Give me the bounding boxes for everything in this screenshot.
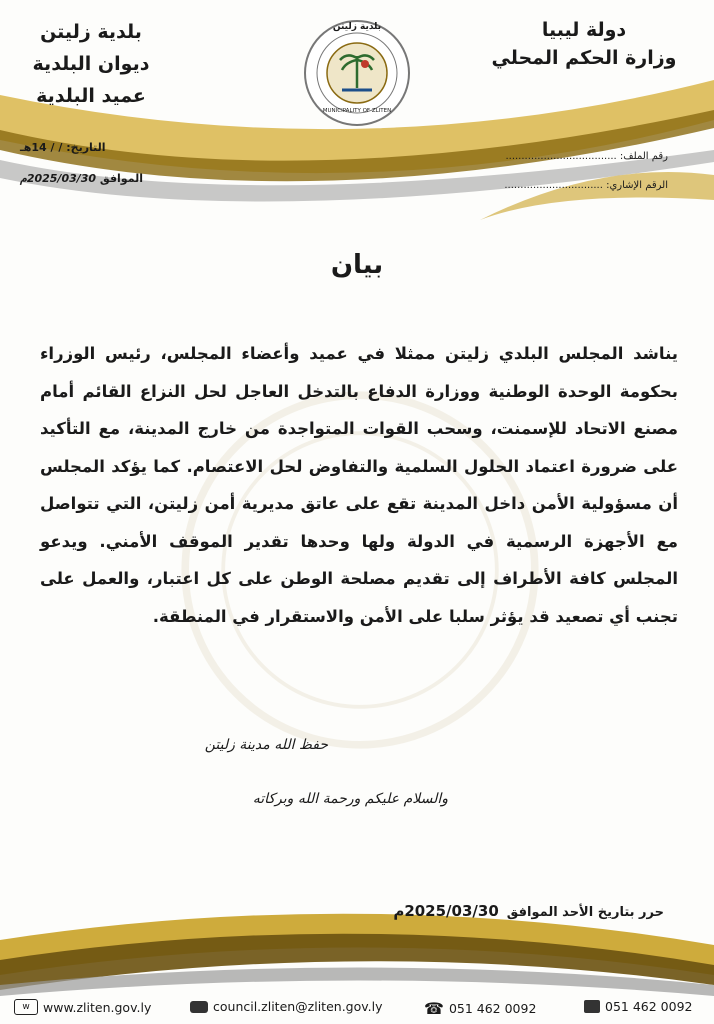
municipality-name: بلدية زليتن (40, 21, 142, 43)
closing-greeting: والسلام عليكم ورحمة الله وبركاته (252, 791, 448, 807)
header-left (16, 16, 166, 112)
seal-bottom-text: MUNICIPALITY OF ZLITEN (322, 108, 392, 114)
municipality-office: ديوان البلدية (32, 53, 150, 75)
date-hijri: التاريخ: / / 14هـ (20, 141, 106, 154)
document-title: بيان (330, 250, 384, 280)
ministry-name: وزارة الحكم المحلي (491, 47, 677, 69)
header-right (484, 16, 684, 72)
web-icon: w (14, 999, 38, 1015)
footer-fax[interactable]: 051 462 0092 (584, 999, 692, 1014)
file-number-label: رقم الملف: ................................... (505, 151, 668, 162)
closing-blessing: حفظ الله مدينة زليتن (204, 737, 328, 753)
footer-contacts (0, 996, 714, 1024)
email-icon (190, 1001, 208, 1013)
footer-email[interactable]: council.zliten@zliten.gov.ly (190, 999, 383, 1014)
footer-website[interactable]: w www.zliten.gov.ly (14, 999, 151, 1015)
issued-date-line (393, 902, 664, 920)
issued-date-label: حرر بتاريخ الأحد الموافق (506, 905, 664, 920)
mayor-title: عميد البلدية (36, 85, 146, 107)
phone-icon: ☎ (424, 999, 444, 1018)
seal-ring-text: بلدية زليتن (332, 22, 382, 32)
country-name: دولة ليبيا (541, 19, 627, 41)
fax-icon (584, 1000, 600, 1013)
date-gregorian: الموافق 2025/03/30م (20, 172, 143, 185)
issued-date-value: 2025/03/30م (393, 902, 499, 920)
statement-body: يناشد المجلس البلدي زليتن ممثلا في عميد وأعضاء المجلس، رئيس الوزراء بحكومة الوحدة الوطنية ووزارة الدفاع بالتدخل العاجل لحل النزاع القائم أمام مصنع الاتحاد للإسمنت، وسحب القوات المتواجدة من خارج المدينة، مع التأكيد على ضرورة اعتماد الحلول السلمية والتفاوض لحل الاعتصام. كما يؤكد المجلس أن مسؤولية الأمن داخل المدينة تقع على عاتق مديرية أمن زليتن، التي تتواصل مع الأجهزة الرسمية في الدولة ولها وحدها تقدير الموقف الأمني. ويدعو المجلس كافة الأطراف إلى تقديم مصلحة الوطن على كل اعتبار، والعمل على تجنب أي تصعيد قد يؤثر سلبا على الأمن والاستقرار في المنطقة. (40, 344, 678, 626)
footer-phone[interactable]: ☎ 051 462 0092 (424, 999, 537, 1018)
reference-number-label: الرقم الإشاري: ............................... (504, 180, 668, 191)
